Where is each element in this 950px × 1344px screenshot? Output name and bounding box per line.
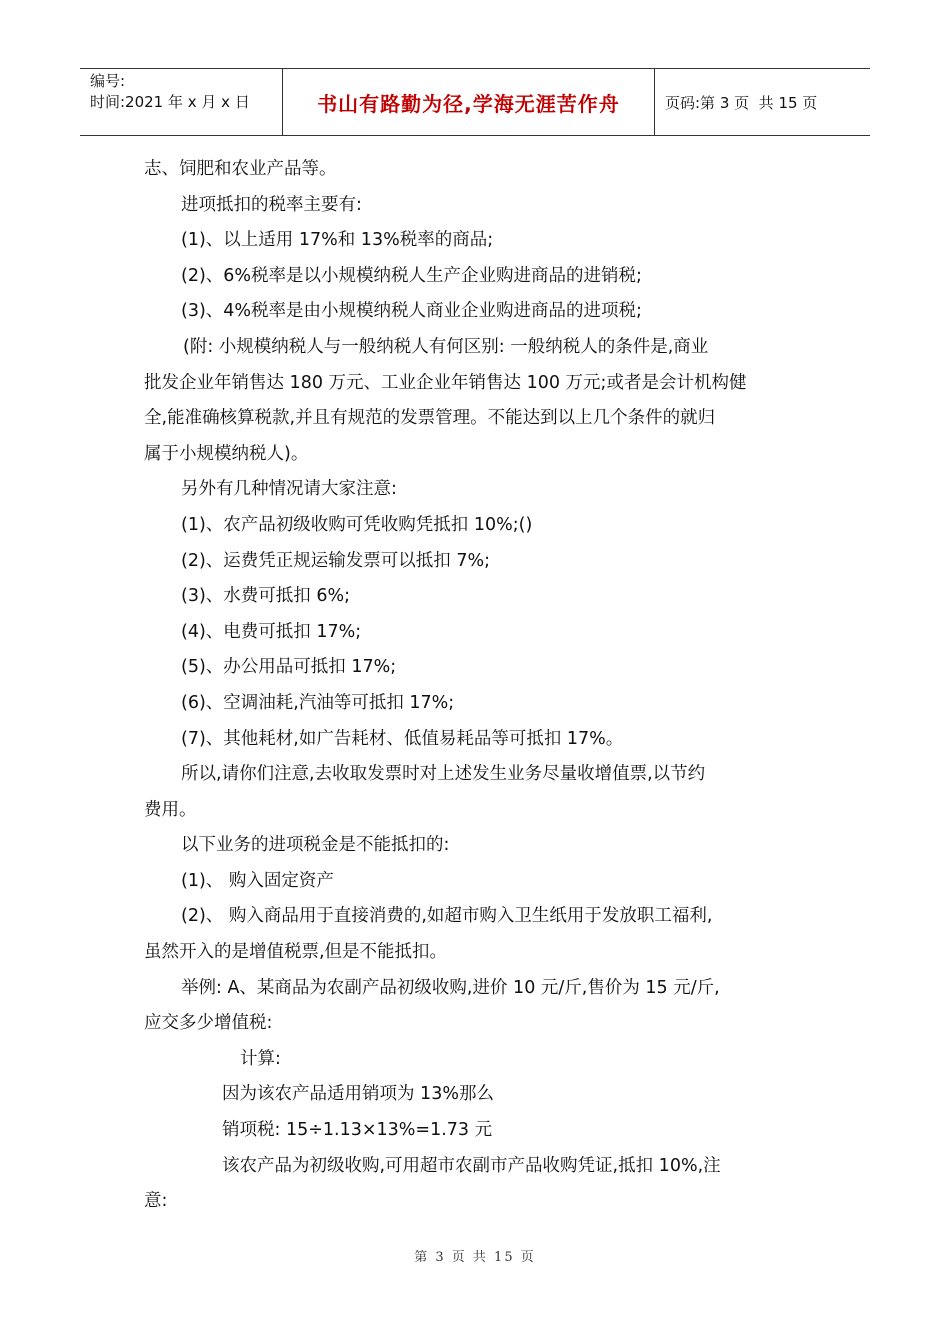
body-line: 以下业务的进项税金是不能抵扣的: <box>181 835 450 856</box>
body-line: 销项税: 15÷1.13×13%=1.73 元 <box>222 1120 493 1141</box>
body-line: (1)、 购入固定资产 <box>181 870 334 891</box>
body-line: (2)、 购入商品用于直接消费的,如超市购入卫生纸用于发放职工福利, <box>181 906 713 927</box>
body-line: (3)、4%税率是由小规模纳税人商业企业购进商品的进项税; <box>181 301 642 322</box>
header-page-label: 页码:第 3 页 共 15 页 <box>665 93 818 112</box>
body-line: 所以,请你们注意,去收取发票时对上述发生业务尽量收增值票,以节约 <box>181 764 706 785</box>
body-line: 虽然开入的是增值税票,但是不能抵扣。 <box>144 942 448 963</box>
body-line: (6)、空调油耗,汽油等可抵扣 17%; <box>181 692 455 713</box>
body-line: (1)、农产品初级收购可凭收购凭抵扣 10%;() <box>181 514 533 535</box>
body-line: 该农产品为初级收购,可用超市农副市产品收购凭证,抵扣 10%,注 <box>222 1155 721 1176</box>
body-line: 另外有几种情况请大家注意: <box>181 479 397 500</box>
body-line: (1)、以上适用 17%和 13%税率的商品; <box>181 230 494 251</box>
body-line: 批发企业年销售达 180 万元、工业企业年销售达 100 万元;或者是会计机构健 <box>144 372 747 393</box>
body-line: (2)、6%税率是以小规模纳税人生产企业购进商品的进销税; <box>181 265 642 286</box>
body-line: 计算: <box>240 1048 281 1069</box>
body-line: 费用。 <box>144 799 197 820</box>
header-date-label: 时间:2021 年 x 月 x 日 <box>90 93 250 111</box>
body-line: 全,能准确核算税款,并且有规范的发票管理。不能达到以上几个条件的就归 <box>144 408 716 429</box>
header-meta <box>80 69 283 135</box>
body-line: 因为该农产品适用销项为 13%那么 <box>222 1084 494 1105</box>
body-line: 进项抵扣的税率主要有: <box>181 194 362 215</box>
body-line: (4)、电费可抵扣 17%; <box>181 621 362 642</box>
header-number-label: 编号: <box>90 72 126 90</box>
body-line: 意: <box>144 1191 168 1212</box>
body-line: 属于小规模纳税人)。 <box>144 443 309 464</box>
document-body <box>144 152 804 1220</box>
body-line: (3)、水费可抵扣 6%; <box>181 586 351 607</box>
document-header <box>80 68 870 136</box>
body-line: (附: 小规模纳税人与一般纳税人有何区别: 一般纳税人的条件是,商业 <box>183 336 709 357</box>
body-line: 志、饲肥和农业产品等。 <box>144 159 337 179</box>
body-line: 举例: A、某商品为农副产品初级收购,进价 10 元/斤,售价为 15 元/斤, <box>181 977 720 998</box>
page-footer: 第 3 页 共 15 页 <box>414 1250 536 1265</box>
header-motto: 书山有路勤为径,学海无涯苦作舟 <box>283 69 655 135</box>
body-line: (2)、运费凭正规运输发票可以抵扣 7%; <box>181 550 491 571</box>
body-line: 应交多少增值税: <box>144 1013 273 1034</box>
body-line: (7)、其他耗材,如广告耗材、低值易耗品等可抵扣 17%。 <box>181 728 624 749</box>
body-line: (5)、办公用品可抵扣 17%; <box>181 657 397 678</box>
